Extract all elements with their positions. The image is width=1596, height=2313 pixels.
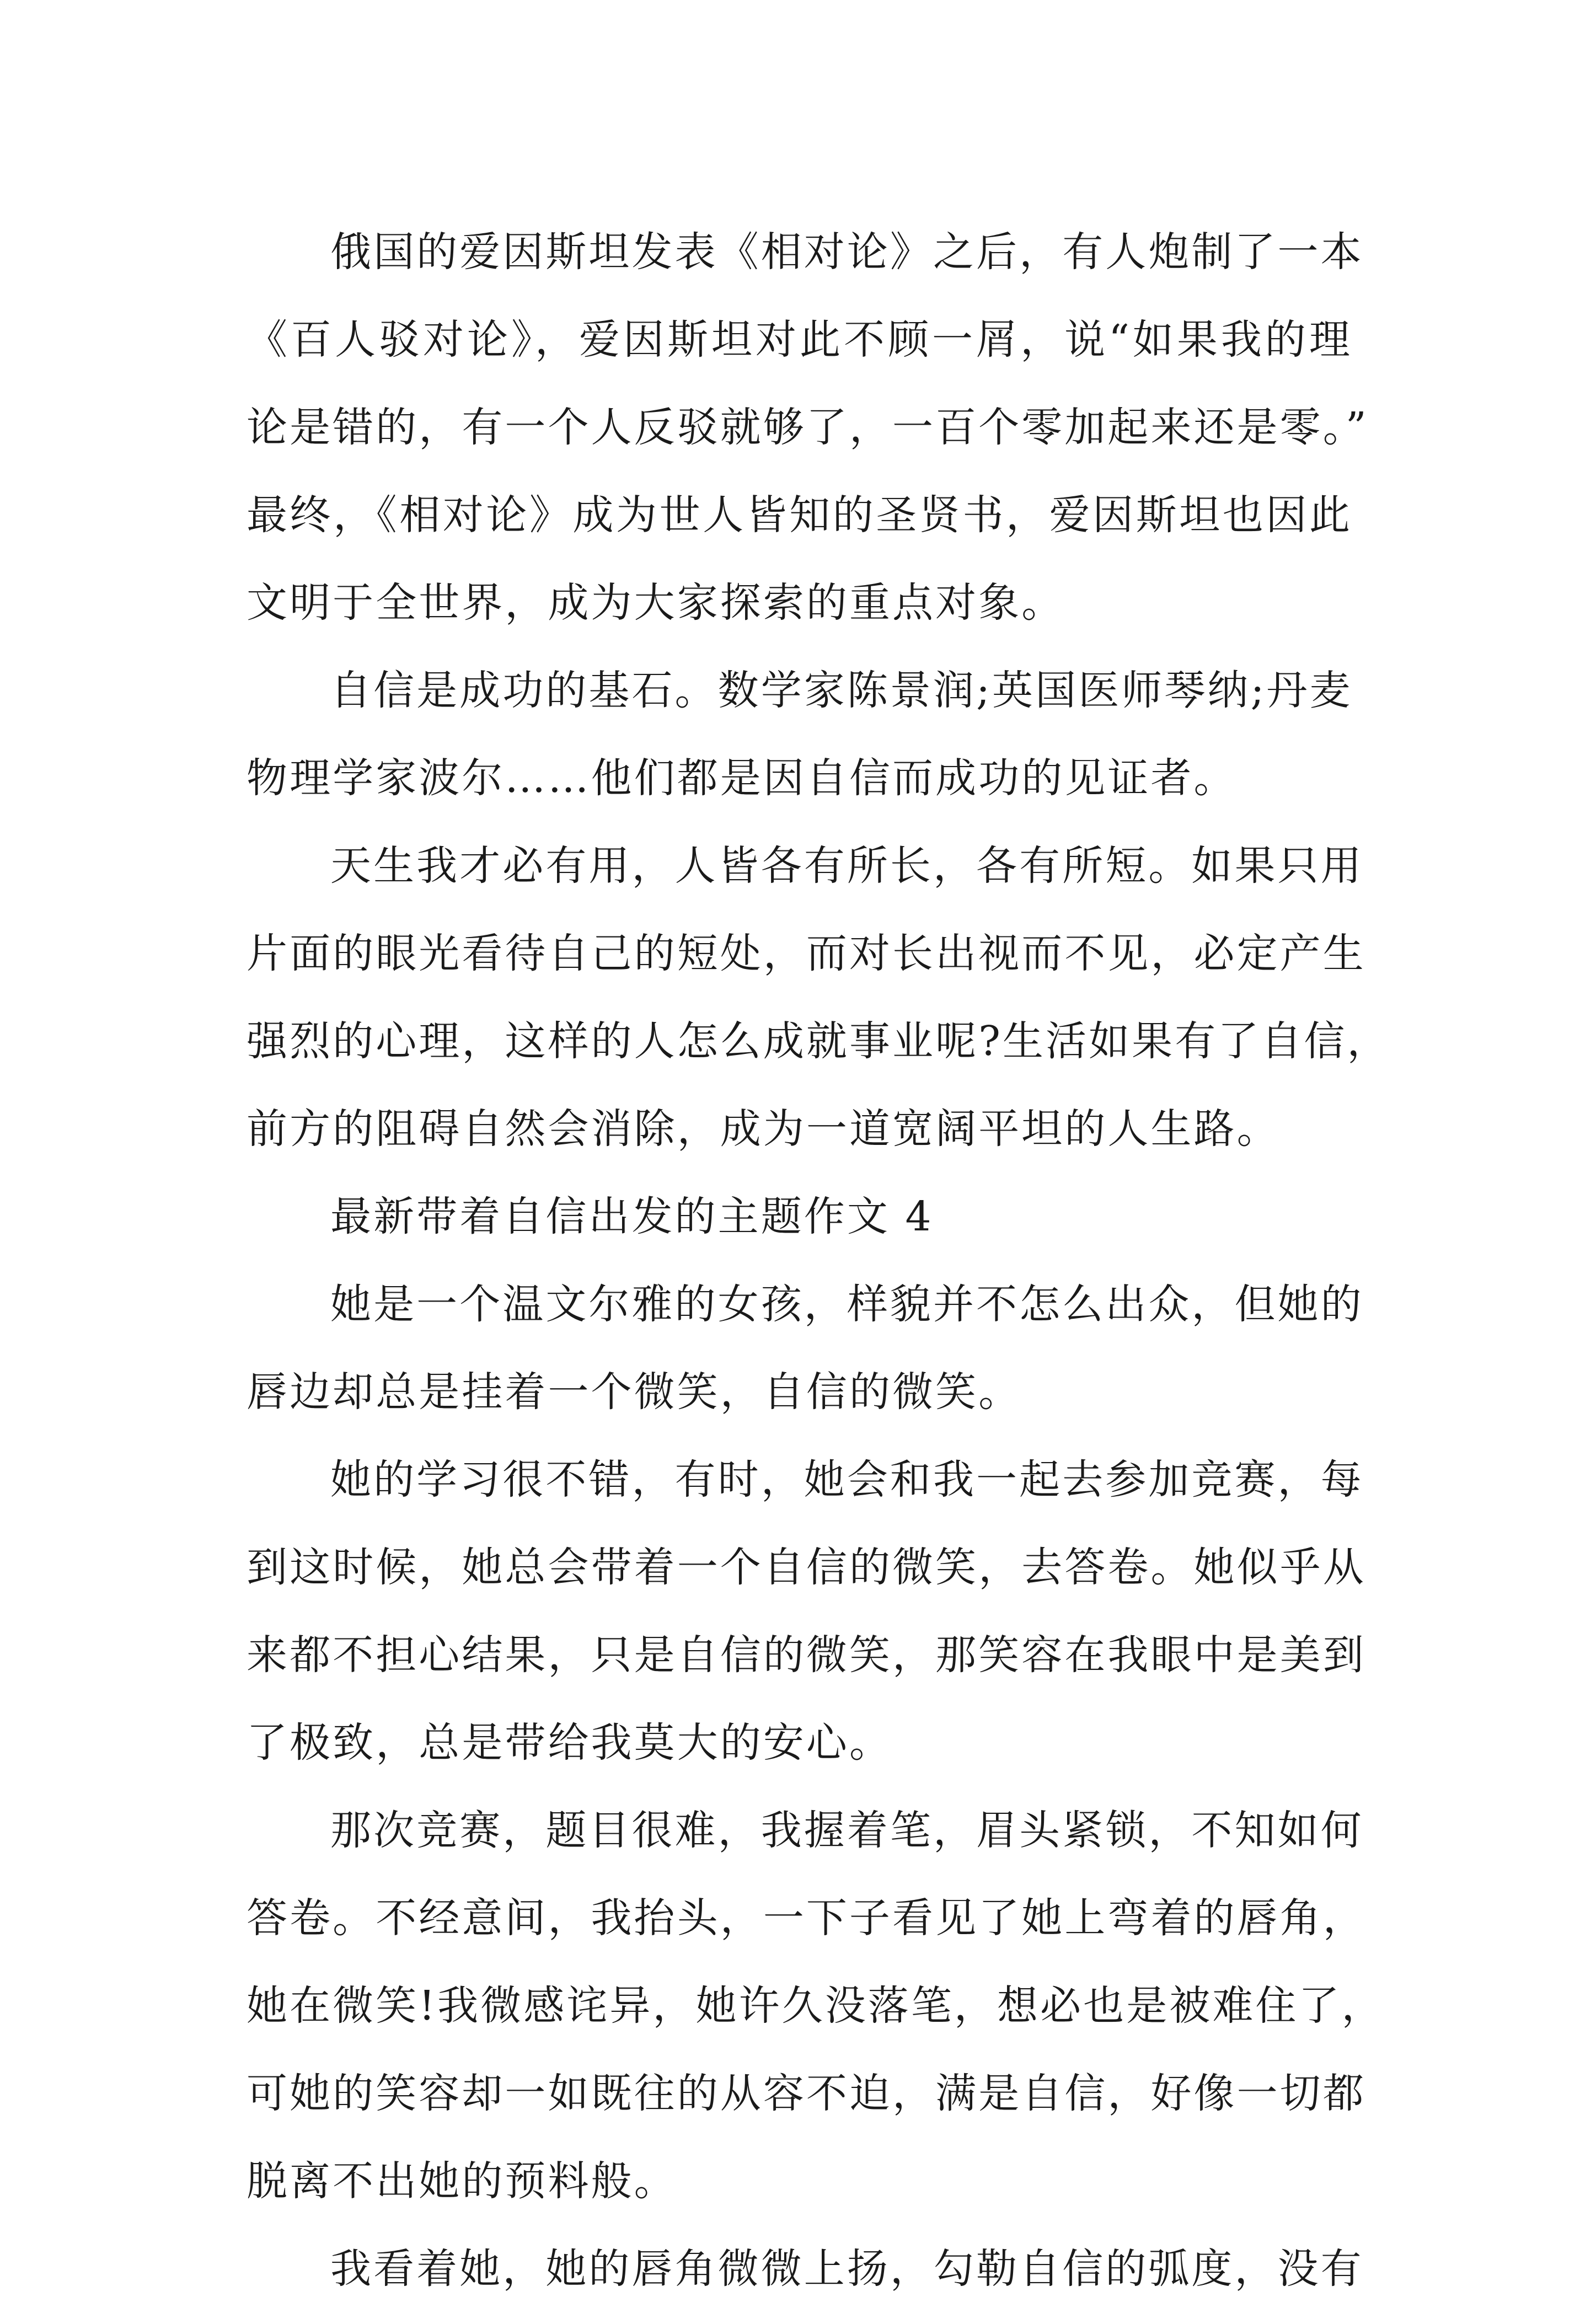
text-line: 文明于全世界，成为大家探索的重点对象。 [247, 579, 1065, 627]
text-line: 来都不担心结果，只是自信的微笑，那笑容在我眼中是美到 [247, 1631, 1366, 1679]
section-heading: 最新带着自信出发的主题作文 4 [330, 1193, 934, 1240]
text-line: 天生我才必有用，人皆各有所长，各有所短。如果只用 [330, 842, 1364, 890]
text-line: 答卷。不经意间，我抬头，一下子看见了她上弯着的唇角， [247, 1894, 1366, 1942]
paragraph [247, 2225, 1364, 2313]
text-line: 《百人驳对论》，爱因斯坦对此不顾一屑，说“如果我的理 [247, 316, 1352, 363]
text-line: 她是一个温文尔雅的女孩，样貌并不怎么出众，但她的 [330, 1281, 1364, 1328]
text-line: 俄国的爱因斯坦发表《相对论》之后，有人炮制了一本 [330, 228, 1364, 276]
text-line: 到这时候，她总会带着一个自信的微笑，去答卷。她似乎从 [247, 1544, 1366, 1591]
text-line: 了极致，总是带给我莫大的安心。 [247, 1719, 893, 1766]
paragraph [247, 1787, 1385, 2225]
text-line: 那次竞赛，题目很难，我握着笔，眉头紧锁，不知如何 [330, 1807, 1364, 1854]
text-line: 脱离不出她的预料般。 [247, 2157, 677, 2205]
text-line: 我看着她，她的唇角微微上扬，勾勒自信的弧度，没有 [330, 2245, 1364, 2293]
text-line: 唇边却总是挂着一个微笑，自信的微笑。 [247, 1368, 1022, 1416]
paragraph [247, 1261, 1364, 1436]
text-line: 自信是成功的基石。数学家陈景润;英国医师琴纳;丹麦 [330, 667, 1353, 714]
text-line: 可她的笑容却一如既往的从容不迫，满是自信，好像一切都 [247, 2070, 1366, 2117]
text-line: 论是错的，有一个人反驳就够了，一百个零加起来还是零。” [247, 404, 1369, 451]
text-line: 最终，《相对论》成为世人皆知的圣贤书，爱因斯坦也因此 [247, 491, 1352, 539]
paragraph [247, 208, 1369, 647]
text-line: 片面的眼光看待自己的短处，而对长出视而不见，必定产生 [247, 930, 1366, 977]
paragraph [247, 1436, 1366, 1787]
paragraph [247, 822, 1390, 1173]
text-line: 强烈的心理，这样的人怎么成就事业呢?生活如果有了自信， [247, 1018, 1390, 1065]
text-line: 她在微笑!我微感诧异，她许久没落笔，想必也是被难住了， [247, 1982, 1385, 2030]
document-body [247, 208, 1390, 2313]
text-line: 物理学家波尔……他们都是因自信而成功的见证者。 [247, 754, 1237, 802]
text-line: 她的学习很不错，有时，她会和我一起去参加竞赛，每 [330, 1456, 1364, 1503]
paragraph [247, 647, 1352, 822]
text-line: 前方的阻碍自然会消除，成为一道宽阔平坦的人生路。 [247, 1105, 1280, 1153]
